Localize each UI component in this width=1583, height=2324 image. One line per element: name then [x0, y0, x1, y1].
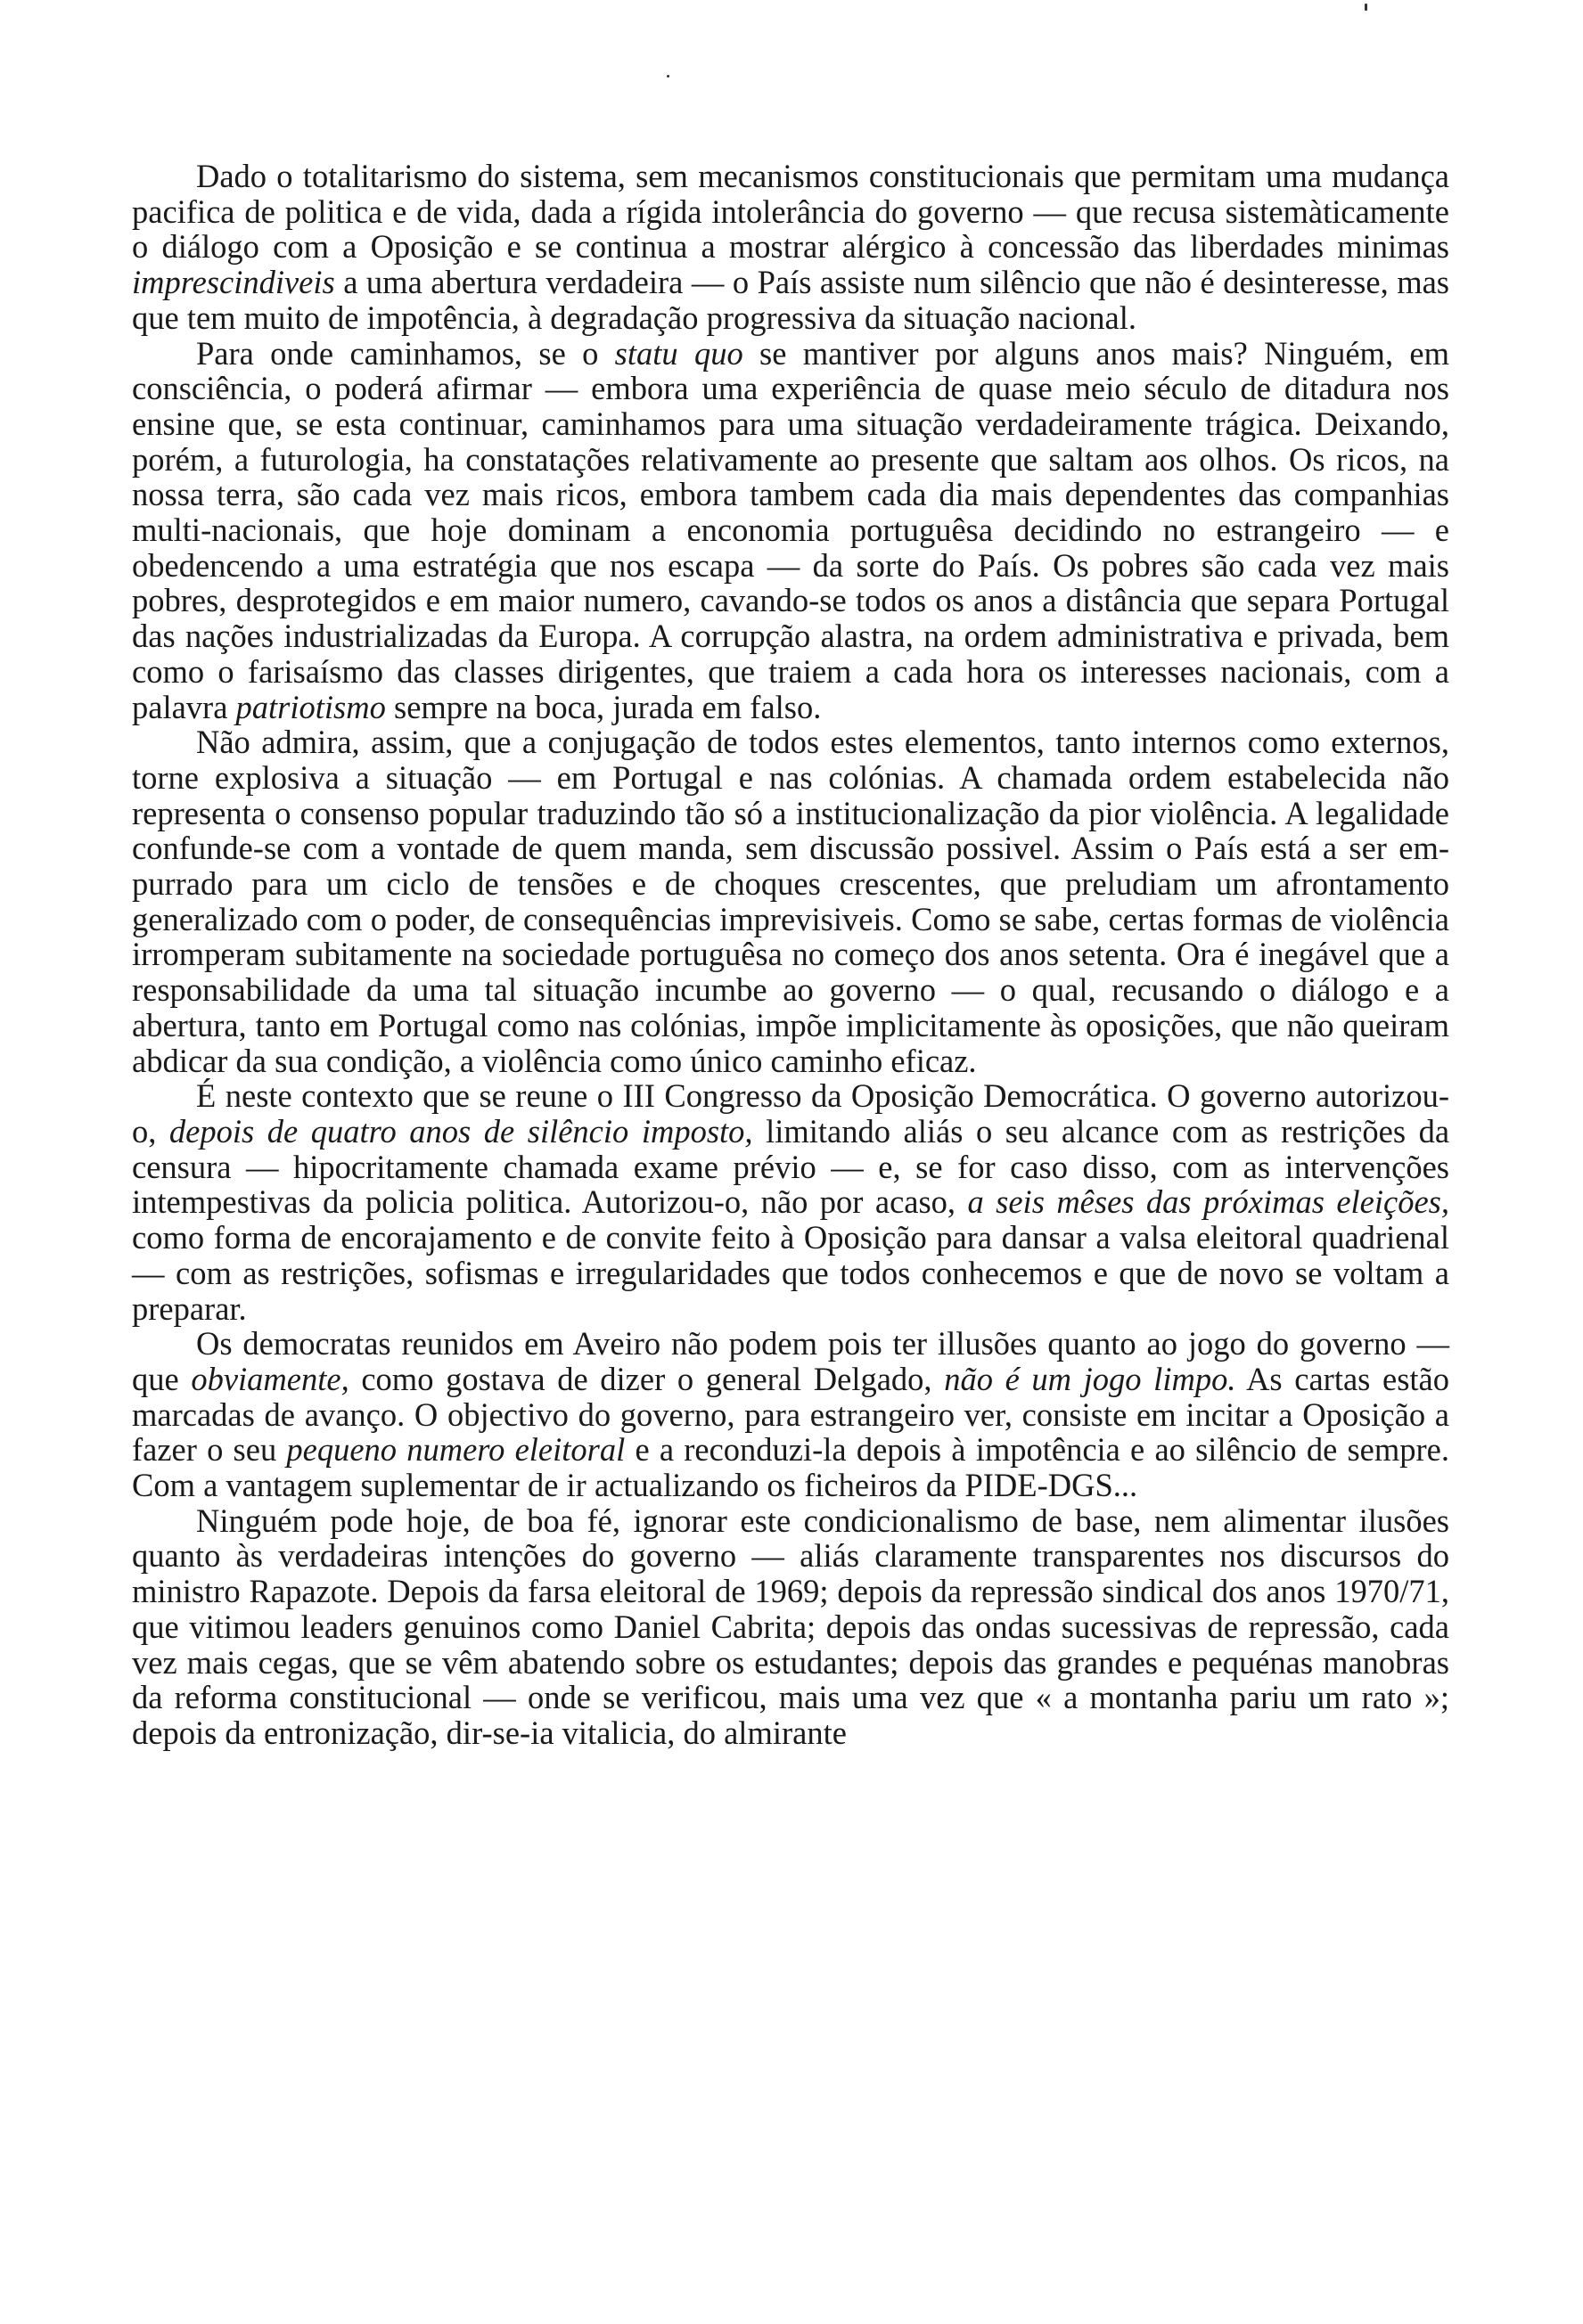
- paragraph-5-italic-3: pequeno numero eleitoral: [286, 1431, 626, 1469]
- paragraph-5-italic-2: não é um jogo limpo.: [944, 1360, 1236, 1397]
- paragraph-1-text-2: a uma abertura verdadeira — o País assiste num silêncio que não é desinteresse, mas que tem muito de impotência, à degradação progressiva da situação nacional.: [132, 264, 1449, 336]
- paragraph-4: [132, 1078, 1449, 1326]
- paragraph-1: [132, 159, 1449, 336]
- paragraph-2-italic-2: patriotismo: [235, 688, 386, 725]
- paragraph-3: [132, 724, 1449, 1078]
- paragraph-5-text-3: As cartas estão marcadas de avanço. O objectivo do governo, para estrangeiro ver, consiste em incitar a Oposição a fazer o seu: [132, 1360, 1449, 1469]
- paragraph-4-text-1: É neste contexto que se reune o III Congresso da Oposição Democrática. O governo autorizou-o,: [132, 1077, 1449, 1150]
- paragraph-4-italic-2: a seis mêses das próximas eleições,: [967, 1183, 1449, 1221]
- paragraph-5: [132, 1326, 1449, 1503]
- paragraph-5-text-4: e a reconduzi-la depois à impotência e ao silêncio de sempre. Com a vantagem suplementar de ir actualizando os ficheiros da PIDE-DGS...: [132, 1431, 1449, 1504]
- paragraph-2-text-3: sempre na boca, jurada em falso.: [385, 688, 822, 725]
- paragraph-2-italic-1: statu quo: [614, 334, 743, 372]
- paragraph-1-text-1: Dado o totalitarismo do sistema, sem mecanismos constitucionais que permitam uma mudança pacifica de politica e de vida, dada a rígida intolerância do governo — que recusa sistemàticamente o diálogo com a Oposição e se continua a mostrar alérgico à concessão das liberdades minimas: [132, 158, 1449, 266]
- paragraph-5-text-2: como gostava de dizer o general Delgado,: [349, 1360, 945, 1397]
- paragraph-5-italic-1: obviamente,: [191, 1360, 349, 1397]
- document-body: [132, 159, 1449, 1751]
- paragraph-3-text-1: Não admira, assim, que a conjugação de todos estes elementos, tanto internos como externos, torne explosiva a situação — em Portugal e nas colónias. A chamada ordem estabelecida não representa o consenso popular traduzindo tão só a institucionalização da pior violência. A legalidade confunde-se com a vontade de quem manda, sem discussão possivel. Assim o País está a ser empurrado para um ciclo de tensões e de choques crescentes, que preludiam um afrontamento generalizado com o poder, de consequências imprevisiveis. Como se sabe, certas formas de violência irromperam subitamente na sociedade portuguêsa no começo dos anos setenta. Ora é inegável que a responsabilidade da uma tal situação incumbe ao governo — o qual, recusando o diálogo e a abertura, tanto em Portugal como nas colónias, impõe implicitamente às oposições, que não queiram abdicar da sua condição, a violência como único caminho eficaz.: [132, 724, 1449, 1079]
- paragraph-1-italic-1: imprescindiveis: [132, 264, 335, 301]
- paragraph-4-italic-1: depois de quatro anos de silêncio imposto,: [168, 1112, 753, 1150]
- paragraph-4-text-3: como forma de encorajamento e de convite feito à Oposição para dansar a valsa eleitoral quadrienal — com as restrições, sofismas e irregularidades que todos conhecemos e que de novo se voltam a preparar.: [132, 1219, 1449, 1327]
- scan-speck: [667, 75, 669, 78]
- paragraph-2-text-2: se mantiver por alguns anos mais? Ninguém, em consciência, o poderá afirmar — embora uma experiência de quase meio século de ditadura nos ensine que, se esta continuar, caminhamos para uma situação verdadeiramente trágica. Deixando, porém, a futurologia, ha constatações relativamente ao presente que saltam aos olhos. Os ricos, na nossa terra, são cada vez mais ricos, embora tambem cada dia mais dependentes das companhias multi-nacionais, que hoje dominam a enconomia portuguêsa decidindo no estrangeiro — e obedencendo a uma estratégia que nos escapa — da sorte do País. Os pobres são cada vez mais pobres, desprotegidos e em maior numero, cavando-se todos os anos a distância que separa Portugal das nações industrializadas da Europa. A corrupção alastra, na ordem administrativa e privada, bem como o farisaísmo das classes dirigentes, que traiem a cada hora os interesses nacionais, com a palavra: [132, 334, 1449, 725]
- paragraph-6-text-1: Ninguém pode hoje, de boa fé, ignorar este condicionalismo de base, nem alimentar ilusões quanto às verdadeiras intenções do governo — aliás claramente transparentes nos discursos do ministro Rapazote. Depois da farsa eleitoral de 1969; depois da repressão sindical dos anos 1970/71, que vitimou leaders genuinos como Daniel Cabrita; depois das ondas sucessivas de repressão, cada vez mais cegas, que se vêm abatendo sobre os estudantes; depois das grandes e pequénas manobras da reforma constitucional — onde se verificou, mais uma vez que « a montanha pariu um rato »; depois da entronização, dir-se-ia vitalicia, do almirante: [132, 1502, 1449, 1751]
- paragraph-6: [132, 1503, 1449, 1751]
- paragraph-2-text-1: Para onde caminhamos, se o: [196, 334, 615, 372]
- paragraph-4-text-2: limitando aliás o seu alcance com as restrições da censura — hipocritamente chamada exame prévio — e, se for caso disso, com as intervenções intempestivas da policia politica. Autorizou-o, não por acaso,: [132, 1112, 1450, 1221]
- paragraph-2: [132, 336, 1449, 725]
- scan-speck: [1365, 4, 1367, 11]
- paragraph-5-text-1: Os democratas reunidos em Aveiro não podem pois ter illusões quanto ao jogo do governo — que: [132, 1325, 1449, 1397]
